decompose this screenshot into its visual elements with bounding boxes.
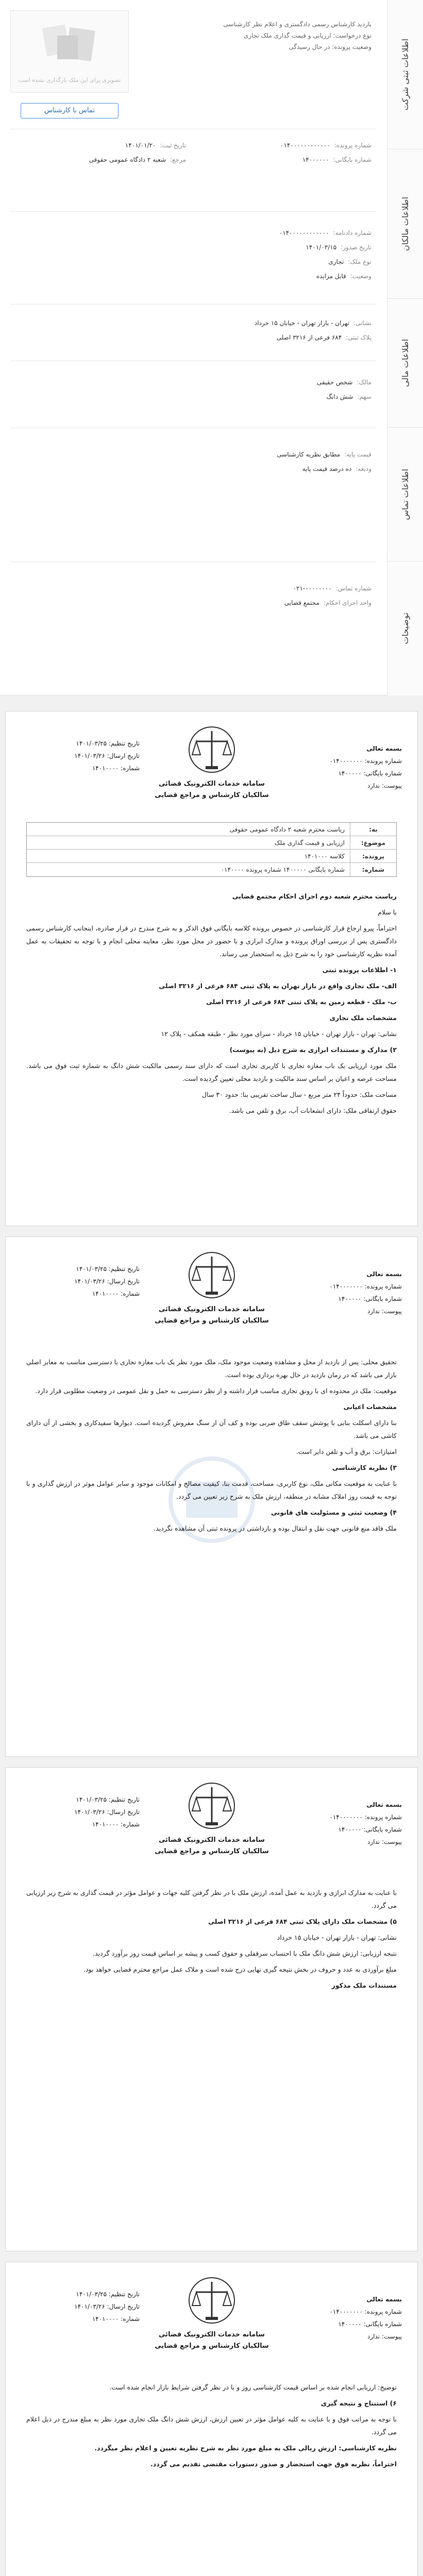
field-authority	[89, 154, 186, 166]
field-label: نوع ملک:	[348, 258, 371, 265]
org-line: سامانه خدمات الکترونیک قضائی	[159, 1836, 265, 1844]
corner-line: پیوست: ندارد	[367, 1838, 402, 1845]
field-value: ۱۴۰۱/۰۱/۲۰	[125, 142, 156, 149]
divider	[10, 211, 377, 212]
corner-line: پیوست: ندارد	[367, 2333, 402, 2340]
corner-line: شماره: ۱۴۰۱۰۰۰۰	[92, 1290, 140, 1297]
judiciary-emblem-icon	[181, 719, 243, 781]
corner-line: شماره: ۱۴۰۱۰۰۰۰	[92, 765, 140, 772]
corner-line: تاریخ ارسال: ۱۴۰۱/۰۳/۲۶	[74, 1278, 140, 1285]
contact-expert-button[interactable]: تماس با کارشناس	[21, 103, 119, 118]
tab-label: توضیحات	[400, 613, 410, 645]
doc-corner-right	[289, 742, 402, 792]
case-header-lines	[150, 21, 371, 55]
field-value: تجاری	[328, 258, 344, 265]
organization-name	[134, 1835, 289, 1857]
paragraph: نشانی: تهران - بازار تهران - خیابان ۱۵ خرداد - سرای مورد نظر - طبقه همکف - پلاک ۱۲	[161, 1030, 397, 1038]
doc-header	[6, 2262, 417, 2370]
organization-name	[134, 2329, 289, 2352]
paragraph: ملک مورد ارزیابی یک باب مغازه تجاری با کاربری تجاری است که دارای سند رسمی مالکیت شش دانگ به شماره ثبت فوق می باشد. مساحت عرصه و اعیان بر اساس سند مالکیت و بازدید محلی تعیین گردیده است.	[26, 1062, 397, 1082]
paragraph: با توجه به مراتب فوق و با عنایت به کلیه عوامل مؤثر در تعیین ارزش، ارزش شش دانگ ملک تجاری مورد نظر به مبلغ مندرج در ذیل اعلام می گردد.	[26, 2415, 397, 2436]
corner-line: تاریخ ارسال: ۱۴۰۱/۰۳/۲۶	[74, 1808, 140, 1816]
doc-corner-left	[21, 1263, 140, 1300]
paragraph: توضیح: ارزیابی انجام شده بر اساس قیمت کارشناسی روز و با در نظر گرفتن شرایط بازار انجام شده است.	[109, 2383, 397, 2391]
tab-owners-info[interactable]	[387, 149, 423, 299]
meta-key: شماره:	[350, 863, 396, 876]
corner-line: شماره: ۱۴۰۱۰۰۰۰	[92, 1821, 140, 1828]
meta-key: پرونده:	[350, 850, 396, 862]
meta-value: کلاسه ۱۴۰۱۰۰۰	[304, 852, 345, 860]
org-line: سالکیان کارشناس و مراجع قضایی	[155, 1317, 269, 1325]
paragraph: تحقیق محلی: پس از بازدید از محل و مشاهده وضعیت موجود ملک، ملک مورد نظر یک باب مغازه تجاری با دسترسی مناسب به معابر اصلی بازار می باشد که در زمان بازدید در حال بهره برداری بوده است.	[26, 1358, 397, 1379]
doc-corner-left	[21, 2288, 140, 2325]
field-value: تهران - بازار تهران - خیابان ۱۵ خرداد	[254, 319, 349, 327]
field-share	[326, 391, 371, 403]
section-heading: ۲) مدارک و مستندات ابرازی به شرح ذیل (به پیوست)	[229, 1046, 397, 1054]
meta-key: به:	[350, 823, 396, 836]
document-page-4	[5, 2262, 418, 2576]
field-label: وضعیت:	[350, 273, 371, 280]
corner-line: پیوست: ندارد	[367, 1308, 402, 1315]
field-label: سهم:	[357, 393, 371, 400]
field-archive-number	[302, 154, 371, 166]
doc-meta-table	[26, 822, 397, 877]
corner-line: شماره پرونده: ۰۱۴۰۰۰۰۰۰۰	[329, 1283, 402, 1290]
field-value: مطابق نظریه کارشناسی	[277, 451, 341, 458]
paragraph: ب- ملک - قطعه زمین به پلاک ثبتی ۶۸۴ فرعی از ۳۲۱۶ اصلی	[206, 998, 397, 1006]
tab-label: اطلاعات تماس	[400, 468, 410, 520]
corner-line: تاریخ تنظیم: ۱۴۰۱/۰۳/۲۵	[76, 1796, 140, 1803]
field-label: نشانی:	[353, 319, 371, 327]
side-tabs	[387, 0, 423, 696]
doc-corner-left	[21, 1793, 140, 1831]
field-value: قابل مزایده	[316, 273, 346, 280]
corner-line: تاریخ تنظیم: ۱۴۰۱/۰۳/۲۵	[76, 740, 140, 747]
paragraph: امتیازات: برق و آب و تلفن دایر است.	[296, 1448, 397, 1455]
document-page-1	[5, 711, 418, 1226]
field-label: شماره دادنامه:	[333, 229, 371, 236]
paragraph: حقوق ارتفاقی ملک: دارای انشعابات آب، برق و تلفن می باشد.	[229, 1107, 397, 1114]
section-heading: مستندات ملک مذکور	[331, 1981, 397, 1989]
section-heading: ۵) مشخصات ملک دارای پلاک ثبتی ۶۸۴ فرعی از ۳۲۱۶ اصلی	[208, 1918, 397, 1925]
image-placeholder-icon	[39, 21, 101, 67]
corner-line: تاریخ ارسال: ۱۴۰۱/۰۳/۲۶	[74, 2303, 140, 2310]
paragraph: نتیجه ارزیابی: ارزش شش دانگ ملک با احتساب سرقفلی و حقوق کسب و پیشه بر اساس قیمت روز برآورد گردید.	[93, 1950, 397, 1957]
field-label: مرجع:	[170, 156, 186, 163]
org-line: سامانه خدمات الکترونیک قضائی	[159, 780, 265, 788]
field-label: تاریخ صدور:	[341, 244, 371, 251]
org-line: سامانه خدمات الکترونیک قضائی	[159, 1306, 265, 1313]
judiciary-emblem-icon	[181, 1244, 243, 1306]
corner-line: تاریخ تنظیم: ۱۴۰۱/۰۳/۲۵	[76, 2291, 140, 2298]
section-heading: ۶) استنتاج و نتیجه گیری	[320, 2399, 397, 2407]
field-status	[316, 270, 371, 282]
field-plate	[277, 331, 371, 344]
field-value: مجتمع قضایی	[284, 599, 319, 606]
field-value: ۶۸۴ فرعی از ۳۲۱۶ اصلی	[276, 334, 342, 341]
corner-line: تاریخ تنظیم: ۱۴۰۱/۰۳/۲۵	[76, 1265, 140, 1273]
doc-body	[26, 887, 397, 1120]
corner-line: شماره بایگانی: ۱۴۰۰۰۰۰	[338, 1826, 402, 1833]
section-heading: مشخصات اعیانی	[343, 1403, 397, 1411]
paragraph: بنا دارای اسکلت بنایی با پوشش سقف طاق ضربی بوده و کف آن از سنگ مفروش گردیده است. دیوارها سفیدکاری و بخشی از آن دارای کاشی می باشد.	[26, 1419, 397, 1439]
corner-line: شماره پرونده: ۰۱۴۰۰۰۰۰۰۰	[329, 757, 402, 765]
meta-value: ریاست محترم شعبه ۲ دادگاه عمومی حقوقی	[229, 825, 345, 833]
document-page-2	[5, 1236, 418, 1757]
field-case-number	[280, 139, 371, 151]
field-value: شعبه ۲ دادگاه عمومی حقوقی	[89, 156, 166, 163]
doc-header	[6, 1237, 417, 1345]
meta-value: ارزیابی و قیمت گذاری ملک	[274, 839, 345, 846]
doc-body	[26, 1355, 397, 1538]
organization-name	[134, 778, 289, 801]
corner-line: شماره: ۱۴۰۱۰۰۰۰	[92, 2315, 140, 2323]
paragraph: با عنایت به موقعیت مکانی ملک، نوع کاربری، مساحت، قدمت بنا، کیفیت مصالح و امکانات موجود و سایر عوامل موثر در ارزش گذاری و با توجه به قیمت روز املاک مشابه در منطقه، ارزش ملک به شرح زیر تعیین می گردد.	[26, 1480, 397, 1500]
field-property-type	[328, 256, 371, 268]
property-photo-placeholder	[10, 10, 129, 93]
field-value: ده درصد قیمت پایه	[302, 465, 352, 472]
tab-registration-info[interactable]	[387, 0, 423, 149]
field-issue-date	[306, 241, 371, 253]
judiciary-emblem-icon	[181, 2269, 243, 2331]
meta-key: موضوع:	[350, 836, 396, 849]
field-label: تاریخ ثبت:	[160, 142, 186, 149]
doc-corner-right	[289, 1799, 402, 1848]
field-register-date	[125, 139, 186, 151]
section-heading: ۳) نظریه کارشناسی	[332, 1464, 397, 1471]
corner-line: شماره پرونده: ۰۱۴۰۰۰۰۰۰۰	[329, 2308, 402, 2315]
corner-line: شماره پرونده: ۰۱۴۰۰۰۰۰۰۰	[329, 1814, 402, 1821]
meta-row	[27, 823, 396, 836]
field-verdict-number	[279, 227, 371, 239]
tab-financial-info[interactable]	[387, 299, 423, 428]
paragraph: مبلغ برآوردی به عدد و حروف در بخش نتیجه گیری نهایی درج شده است و ملاک عمل مراجع محترم قضایی خواهد بود.	[83, 1965, 397, 1973]
info-card	[0, 0, 423, 696]
paragraph: موقعیت: ملک در محدوده ای با رونق تجاری مناسب قرار داشته و از نظر دسترسی به حمل و نقل عمومی در وضعیت مطلوبی قرار دارد.	[35, 1387, 397, 1395]
org-line: سامانه خدمات الکترونیک قضائی	[159, 2331, 265, 2338]
paragraph: احتراماً، پیرو ارجاع قرار کارشناسی در خصوص پرونده کلاسه بایگانی فوق الذکر و به شرح مندرج در قرار صادره، اینجانب کارشناس رسمی دادگستری پس از بررسی اوراق پرونده و مدارک ابرازی و با حضور در محل مورد نظر، معاینه محلی انجام و با توجه به تحقیقات به عمل آمده نظریه کارشناسی خود را به شرح ذیل به استحضار می رساند.	[26, 924, 397, 958]
org-line: سالکیان کارشناس و مراجع قضایی	[155, 1848, 269, 1855]
org-line: سالکیان کارشناس و مراجع قضایی	[155, 791, 269, 799]
doc-corner-left	[21, 737, 140, 774]
doc-corner-right	[289, 1268, 402, 1317]
field-label: واحد اجرای احکام:	[323, 599, 371, 606]
paragraph: مساحت ملک: حدوداً ۲۴ متر مربع - سال ساخت تقریبی بنا: حدود ۳۰ سال	[202, 1091, 397, 1098]
field-value: ۰۲۱-۰۰۰۰۰۰۰۰	[293, 585, 332, 592]
field-base-price	[277, 448, 371, 461]
corner-line: شماره بایگانی: ۱۴۰۰۰۰۰	[338, 1295, 402, 1302]
paragraph: احتراماً، نظریه فوق جهت استحضار و صدور دستورات مقتضی تقدیم می گردد.	[150, 2460, 397, 2468]
paragraph: نشانی: تهران - بازار تهران - خیابان ۱۵ خرداد	[277, 1934, 397, 1941]
meta-row	[27, 863, 396, 876]
section-heading: مشخصات ملک تجاری	[329, 1014, 397, 1022]
field-value: ۱۴۰۰۰۰۰۰	[302, 156, 329, 163]
field-label: شماره تماس:	[335, 585, 371, 592]
field-value: ۱۴۰۱/۰۳/۱۵	[306, 244, 337, 251]
field-label: ودیعه:	[356, 465, 371, 472]
header-line: نوع درخواست: ارزیابی و قیمت گذاری ملک تجاری	[243, 32, 371, 39]
org-line: سالکیان کارشناس و مراجع قضایی	[155, 2342, 269, 2350]
doc-body	[26, 1886, 397, 1995]
paragraph: الف- ملک تجاری واقع در بازار تهران به پلاک ثبتی ۶۸۴ فرعی از ۳۲۱۶ اصلی	[159, 982, 397, 990]
field-phone	[293, 582, 371, 595]
field-label: پلاک ثبتی:	[346, 334, 371, 341]
field-label: مالک:	[357, 379, 371, 386]
paragraph: ریاست محترم شعبه دوم اجرای احکام مجتمع قضایی	[232, 892, 397, 900]
organization-name	[134, 1304, 289, 1327]
document-page-3	[5, 1767, 418, 2251]
field-value: ۰۱۴۰۰۰۰۰۰۰۰۰۰۰۰	[279, 229, 329, 236]
header-line: بازدید کارشناس رسمی دادگستری و اعلام نظر کارشناسی	[223, 21, 371, 28]
tab-contact-info[interactable]	[387, 428, 423, 562]
doc-body	[26, 2381, 397, 2473]
field-value: شخص حقیقی	[316, 379, 353, 386]
field-execution-unit	[284, 597, 371, 609]
paragraph: با سلام	[378, 908, 397, 916]
doc-corner-right	[289, 2293, 402, 2343]
field-value: شش دانگ	[326, 393, 353, 400]
tab-label: اطلاعات ثبتی شرکت	[400, 38, 410, 111]
paragraph: ملک فاقد منع قانونی جهت نقل و انتقال بوده و بازداشتی در پرونده ثبتی آن مشاهده نگردید.	[154, 1524, 397, 1532]
header-line: وضعیت پرونده: در حال رسیدگی	[289, 43, 371, 50]
judiciary-emblem-icon	[181, 1775, 243, 1837]
field-label: شماره بایگانی:	[333, 156, 371, 163]
doc-header	[6, 1768, 417, 1876]
corner-line: تاریخ ارسال: ۱۴۰۱/۰۳/۲۶	[74, 752, 140, 759]
photo-placeholder-text: تصویری برای این ملک بارگذاری نشده است	[18, 77, 121, 83]
meta-row	[27, 850, 396, 863]
section-heading: ۱- اطلاعات پرونده ثبتی	[322, 966, 397, 974]
field-owner	[317, 376, 371, 388]
corner-line: بسمه تعالی	[366, 745, 402, 752]
paragraph: با عنایت به مدارک ابرازی و بازدید به عمل آمده، ارزش ملک با در نظر گرفتن کلیه جهات و عوامل مؤثر در قیمت گذاری به شرح زیر ارزیابی می گردد.	[26, 1889, 397, 1909]
tab-label: اطلاعات مالکان	[400, 196, 410, 251]
meta-row	[27, 836, 396, 850]
corner-line: بسمه تعالی	[366, 1801, 402, 1808]
corner-line: پیوست: ندارد	[367, 782, 402, 789]
corner-line: شماره بایگانی: ۱۴۰۰۰۰۰	[338, 2320, 402, 2328]
tab-description[interactable]	[387, 562, 423, 696]
field-deposit	[302, 463, 371, 475]
paragraph: نظریه کارشناسی: ارزش ریالی ملک به مبلغ مورد نظر به شرح نظریه تعیین و اعلام نظر میگردد.	[94, 2444, 397, 2452]
field-label: قیمت پایه:	[344, 451, 371, 458]
field-value: ۰۱۴۰۰۰۰۰۰۰۰۰۰۰۰	[280, 142, 330, 149]
field-address	[255, 317, 371, 329]
doc-header	[6, 711, 417, 820]
meta-value: شماره بایگانی ۱۴۰۰۰۰۰ شماره پرونده ۰۱۴۰۰۰۰	[221, 866, 345, 873]
corner-line: بسمه تعالی	[366, 2296, 402, 2303]
corner-line: بسمه تعالی	[366, 1270, 402, 1278]
tab-label: اطلاعات مالی	[400, 339, 410, 387]
field-label: شماره پرونده:	[334, 142, 371, 149]
corner-line: شماره بایگانی: ۱۴۰۰۰۰۰	[338, 770, 402, 777]
section-heading: ۴) وضعیت ثبتی و مسئولیت های قانونی	[270, 1509, 397, 1516]
